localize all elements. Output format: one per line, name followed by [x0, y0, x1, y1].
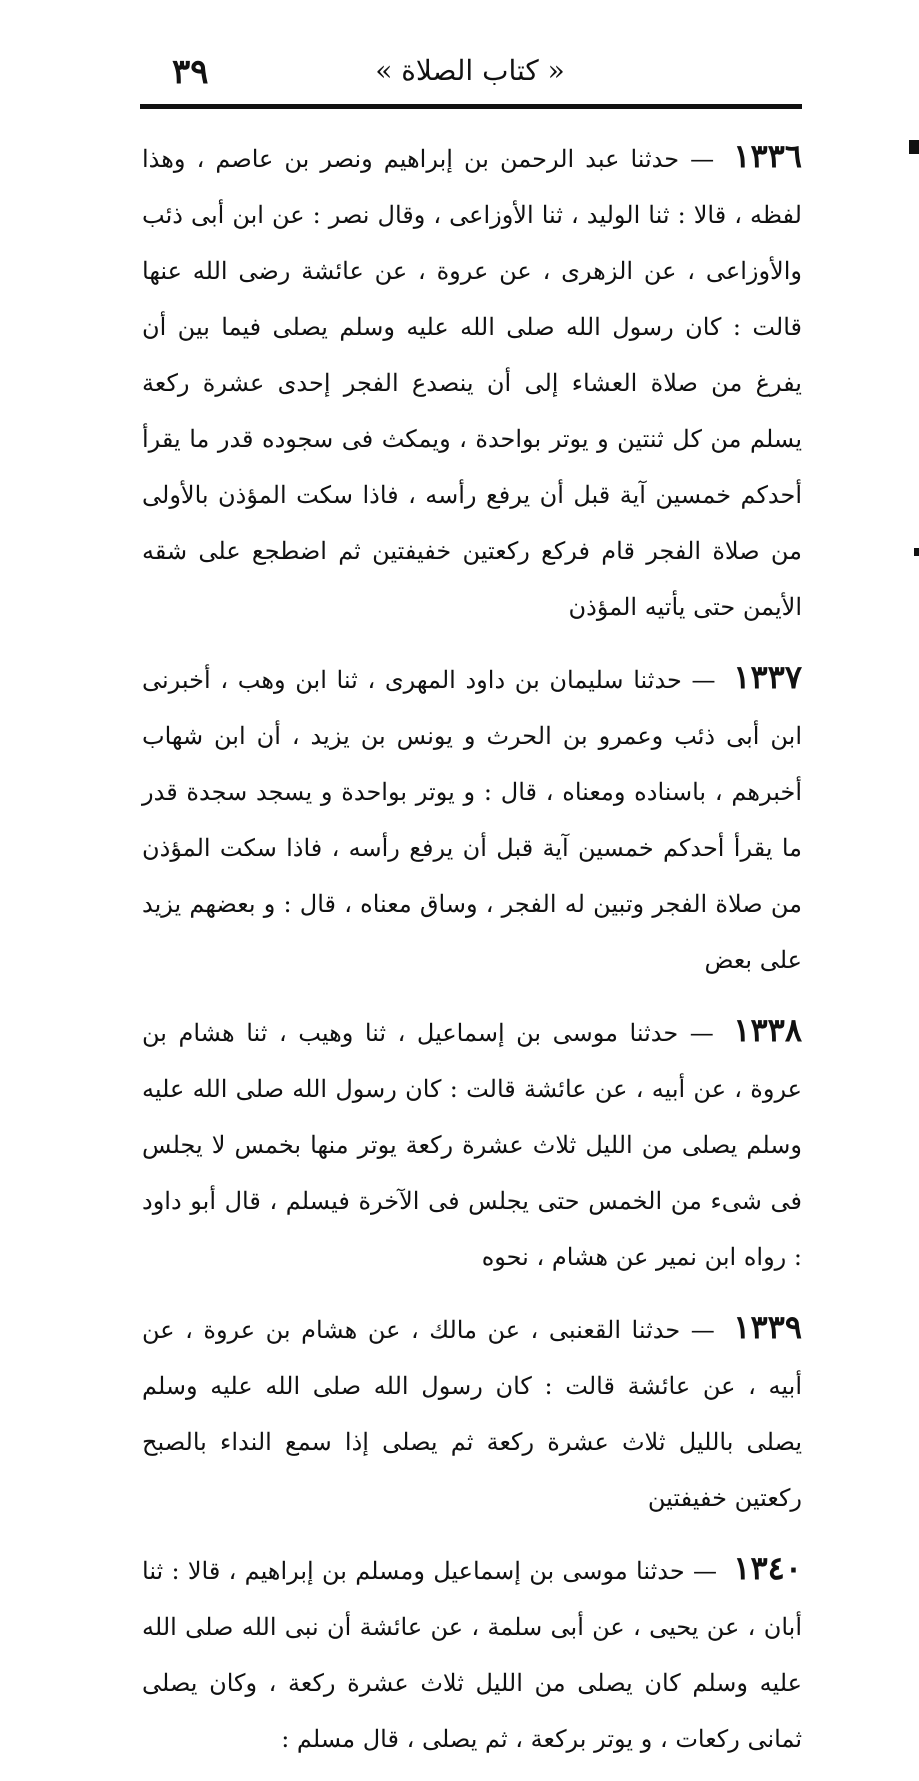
- scan-mark: [909, 140, 919, 154]
- hadith-1337: [142, 649, 802, 988]
- hadith-1336: [142, 128, 802, 635]
- hadith-number: ١٣٣٨: [733, 1011, 802, 1049]
- hadith-number: ١٣٣٧: [733, 658, 802, 696]
- hadith-1339: [142, 1299, 802, 1526]
- hadith-number: ١٣٤٠: [733, 1549, 802, 1587]
- page-number: ٣٩: [172, 52, 209, 92]
- header-rule: [140, 104, 802, 109]
- body-text: [142, 128, 802, 1781]
- running-title: « كتاب الصلاة »: [375, 54, 565, 87]
- hadith-number: ١٣٣٦: [733, 137, 802, 175]
- scan-mark: [914, 548, 919, 556]
- hadith-text: — حدثنا سليمان بن داود المهرى ، ثنا ابن وهب ، أخبرنى ابن أبى ذئب وعمرو بن الحرث و يونس بن يزيد ، أن ابن شهاب أخبرهم ، باسناده ومعناه ، قال : و يوتر بواحدة و يسجد سجدة قدر ما يقرأ أحدكم خمسين آية قبل أن يرفع رأسه ، فاذا سكت المؤذن من صلاة الفجر وتبين له الفجر ، وساق معناه ، قال : و بعضهم يزيد على بعض: [142, 666, 803, 974]
- hadith-text: — حدثنا موسى بن إسماعيل ، ثنا وهيب ، ثنا هشام بن عروة ، عن أبيه ، عن عائشة قالت : كان رسول الله صلى الله عليه وسلم يصلى من الليل ثلاث عشرة ركعة يوتر منها بخمس لا يجلس فى شىء من الخمس حتى يجلس فى الآخرة فيسلم ، قال أبو داود : رواه ابن نمير عن هشام ، نحوه: [142, 1019, 802, 1271]
- hadith-text: — حدثنا عبد الرحمن بن إبراهيم ونصر بن عاصم ، وهذا لفظه ، قالا : ثنا الوليد ، ثنا الأوزاعى ، وقال نصر : عن ابن أبى ذئب والأوزاعى ، عن الزهرى ، عن عروة ، عن عائشة رضى الله عنها قالت : كان رسول الله صلى الله عليه وسلم يصلى فيما بين أن يفرغ من صلاة العشاء إلى أن ينصدع الفجر إحدى عشرة ركعة يسلم من كل ثنتين و يوتر بواحدة ، ويمكث فى سجوده قدر ما يقرأ أحدكم خمسين آية قبل أن يرفع رأسه ، فاذا سكت المؤذن بالأولى من صلاة الفجر قام فركع ركعتين خفيفتين ثم اضطجع على شقه الأيمن حتى يأتيه المؤذن: [142, 145, 802, 621]
- hadith-text: — حدثنا القعنبى ، عن مالك ، عن هشام بن عروة ، عن أبيه ، عن عائشة قالت : كان رسول الله صلى الله عليه وسلم يصلى بالليل ثلاث عشرة ركعة ثم يصلى إذا سمع النداء بالصبح ركعتين خفيفتين: [142, 1316, 802, 1512]
- hadith-text: — حدثنا موسى بن إسماعيل ومسلم بن إبراهيم ، قالا : ثنا أبان ، عن يحيى ، عن أبى سلمة ، عن عائشة أن نبى الله صلى الله عليه وسلم كان يصلى من الليل ثلاث عشرة ركعة ، وكان يصلى ثمانى ركعات ، و يوتر بركعة ، ثم يصلى ، قال مسلم :: [142, 1557, 803, 1753]
- page-header: [140, 48, 800, 96]
- hadith-1338: [142, 1002, 802, 1285]
- hadith-1340: [142, 1540, 802, 1767]
- hadith-number: ١٣٣٩: [733, 1308, 802, 1346]
